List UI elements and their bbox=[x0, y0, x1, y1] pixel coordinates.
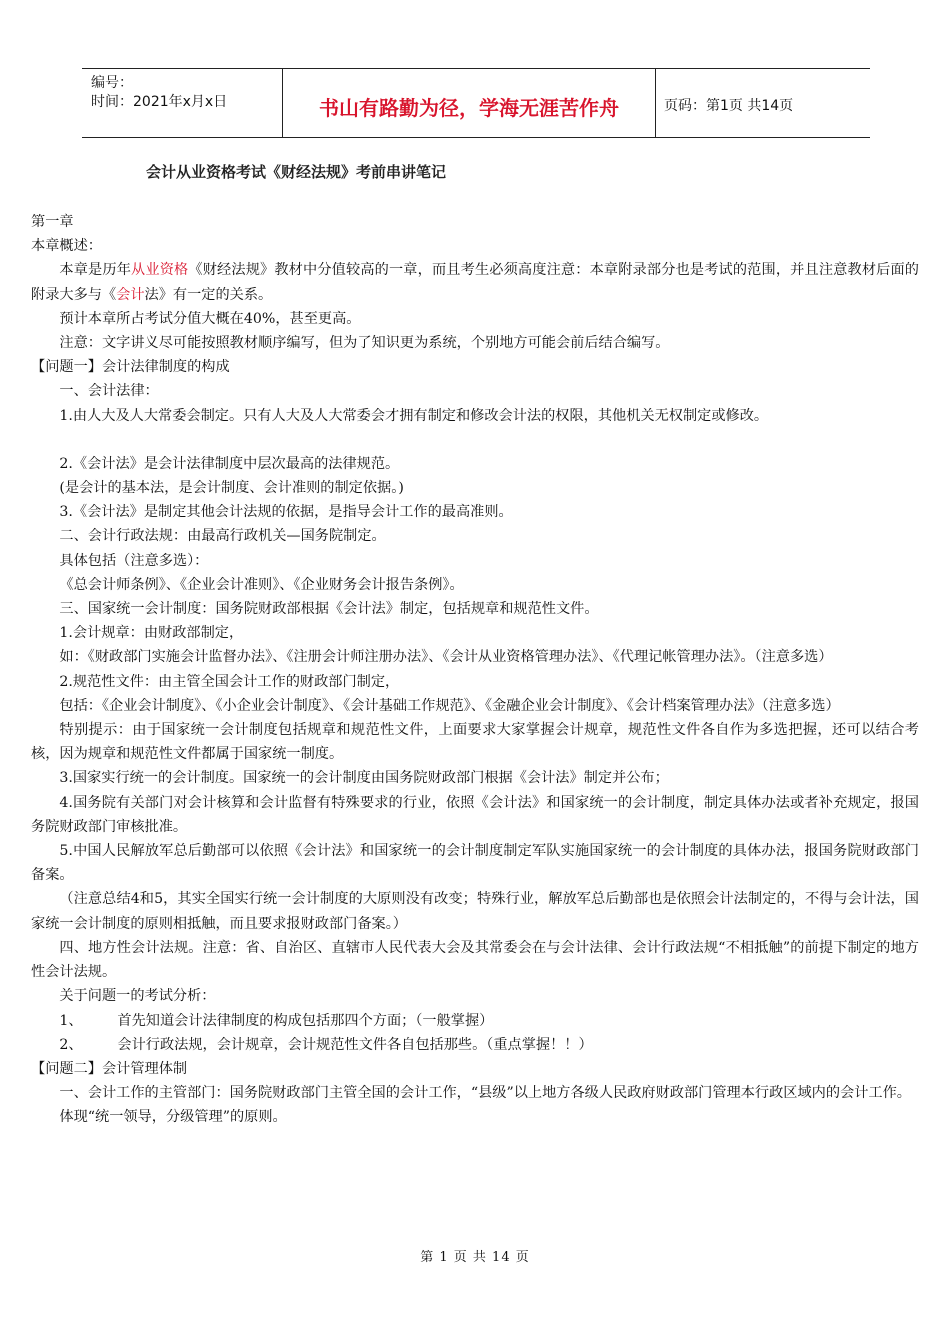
paragraph: 四、地方性会计法规。注意：省、自治区、直辖市人民代表大会及其常委会在与会计法律、会计行政法规“不相抵触”的前提下制定的地方性会计法规。 bbox=[31, 939, 919, 981]
paragraph: 2.《会计法》是会计法律制度中层次最高的法律规范。 bbox=[59, 455, 400, 472]
list-text: 会计行政法规，会计规章，会计规范性文件各自包括那些。（重点掌握！！） bbox=[117, 1036, 593, 1053]
paragraph: 3.《会计法》是制定其他会计法规的依据，是指导会计工作的最高准则。 bbox=[59, 504, 513, 521]
document-header bbox=[82, 68, 870, 138]
paragraph: 体现“统一领导，分级管理”的原则。 bbox=[59, 1109, 287, 1126]
list-number: 2、 bbox=[59, 1036, 83, 1053]
list-item bbox=[31, 1009, 919, 1033]
list-item bbox=[31, 1033, 919, 1057]
header-motto-cell bbox=[282, 69, 656, 137]
motto: 书山有路勤为径，学海无涯苦作舟 bbox=[319, 96, 619, 120]
paragraph: 一、会计法律： bbox=[59, 383, 159, 400]
paragraph: 预计本章所占考试分值大概在40%，甚至更高。 bbox=[59, 310, 361, 327]
paragraph: （注意总结4和5，其实全国实行统一会计制度的大原则没有改变；特殊行业，解放军总后勤部也是依照会计法制定的，不得与会计法，国家统一会计制度的原则相抵触，而且要求报财政部门备案。） bbox=[31, 891, 919, 932]
header-left-cell bbox=[82, 69, 282, 137]
highlight-text: 会计 bbox=[116, 286, 145, 303]
time-label: 时间：2021年x月x日 bbox=[91, 94, 228, 110]
paragraph: (是会计的基本法，是会计制度、会计准则的制定依据。) bbox=[59, 480, 404, 497]
section-heading: 【问题一】会计法律制度的构成 bbox=[31, 359, 230, 376]
paragraph-intro bbox=[31, 258, 919, 306]
paragraph: 4.国务院有关部门对会计核算和会计监督有特殊要求的行业，依照《会计法》和国家统一的会计制度，制定具体办法或者补充规定，报国务院财政部门审核批准。 bbox=[31, 794, 919, 835]
paragraph: 三、国家统一会计制度：国务院财政部根据《会计法》制定，包括规章和规范性文件。 bbox=[59, 601, 599, 618]
paragraph: 如：《财政部门实施会计监督办法》、《注册会计师注册办法》、《会计从业资格管理办法》、《代理记帐管理办法》。（注意多选） bbox=[59, 649, 833, 666]
text-span: 《财经法规》教材中分值较高的一章，而且考生必须高度注意：本章附录部分也是考试的范围，并且注意教材后面的附录大多与《 bbox=[31, 262, 919, 303]
overview-label: 本章概述： bbox=[31, 238, 102, 255]
text-span: 法》有一定的关系。 bbox=[144, 286, 273, 303]
page-info: 页码：第1页 共14页 bbox=[664, 98, 794, 114]
paragraph: 1.由人大及人大常委会制定。只有人大及人大常委会才拥有制定和修改会计法的权限，其他机关无权制定或修改。 bbox=[59, 407, 769, 424]
header-right-cell bbox=[654, 69, 870, 137]
spacer bbox=[31, 428, 919, 452]
paragraph: 2.规范性文件：由主管全国会计工作的财政部门制定， bbox=[59, 673, 400, 690]
paragraph: 《总会计师条例》、《企业会计准则》、《企业财务会计报告条例》。 bbox=[59, 576, 464, 593]
paragraph: 包括：《企业会计制度》、《小企业会计制度》、《会计基础工作规范》、《金融企业会计制度》、《会计档案管理办法》（注意多选） bbox=[59, 697, 840, 714]
paragraph: 一、会计工作的主管部门：国务院财政部门主管全国的会计工作，“县级”以上地方各级人民政府财政部门管理本行政区域内的会计工作。 bbox=[59, 1085, 911, 1102]
code-label: 编号： bbox=[91, 75, 133, 91]
list-text: 首先知道会计法律制度的构成包括那四个方面；（一般掌握） bbox=[117, 1012, 494, 1029]
document-body bbox=[31, 210, 919, 1130]
document-title: 会计从业资格考试《财经法规》考前串讲笔记 bbox=[146, 163, 447, 181]
chapter-heading: 第一章 bbox=[31, 214, 74, 230]
highlight-text: 从业资格 bbox=[131, 262, 189, 279]
paragraph: 特别提示：由于国家统一会计制度包括规章和规范性文件，上面要求大家掌握会计规章，规范性文件各自作为多选把握，还可以结合考核，因为规章和规范性文件都属于国家统一制度。 bbox=[31, 722, 919, 763]
section-heading: 【问题二】会计管理体制 bbox=[31, 1060, 188, 1077]
paragraph: 关于问题一的考试分析： bbox=[59, 988, 216, 1005]
page-footer: 第 1 页 共 14 页 bbox=[420, 1250, 530, 1265]
paragraph: 5.中国人民解放军总后勤部可以依照《会计法》和国家统一的会计制度制定军队实施国家统一的会计制度的具体办法，报国务院财政部门备案。 bbox=[31, 843, 919, 884]
paragraph: 二、会计行政法规：由最高行政机关—国务院制定。 bbox=[59, 528, 386, 545]
paragraph: 3.国家实行统一的会计制度。国家统一的会计制度由国务院财政部门根据《会计法》制定并公布； bbox=[59, 770, 669, 787]
paragraph: 注意：文字讲义尽可能按照教材顺序编写，但为了知识更为系统，个别地方可能会前后结合编写。 bbox=[59, 335, 670, 352]
text-span: 本章是历年 bbox=[59, 262, 132, 279]
paragraph: 具体包括（注意多选）： bbox=[59, 552, 209, 569]
list-number: 1、 bbox=[59, 1012, 83, 1029]
paragraph: 1.会计规章：由财政部制定， bbox=[59, 625, 244, 642]
